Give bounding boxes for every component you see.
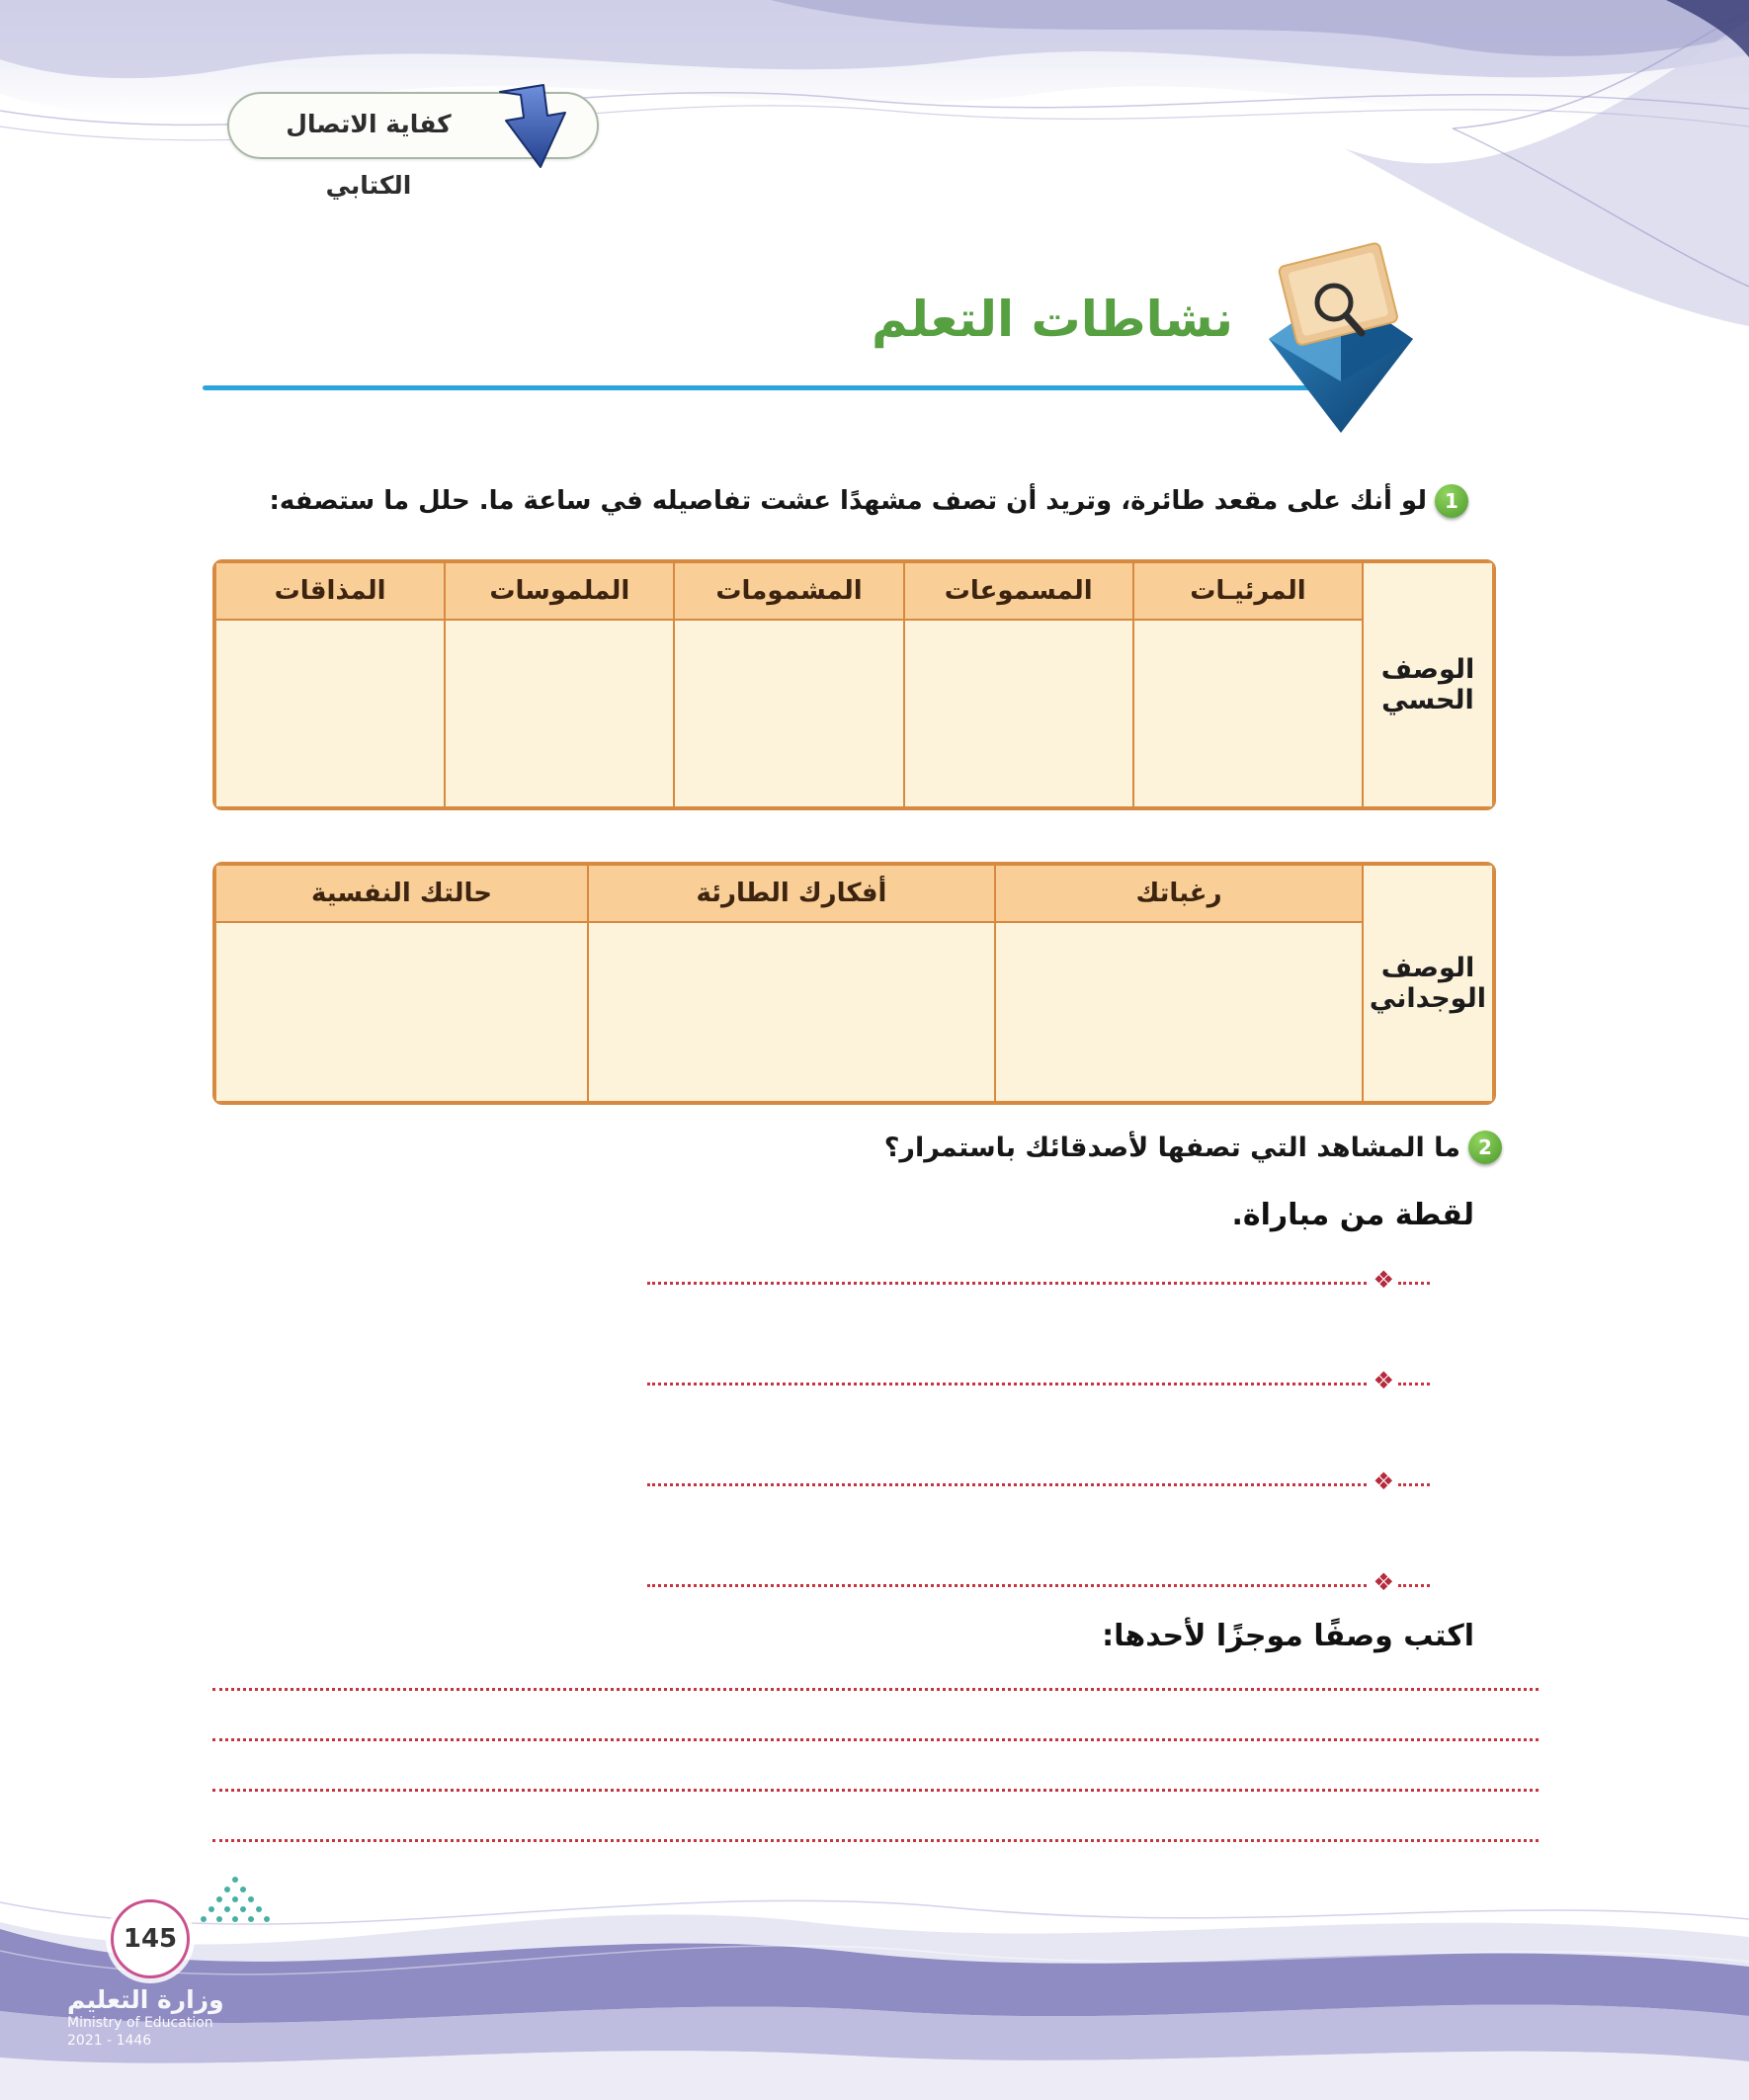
down-arrow-icon	[494, 80, 577, 175]
column-header-smells: المشمومات	[674, 562, 903, 620]
competency-badge	[227, 92, 599, 200]
sensory-row-label: الوصف الحسي	[1363, 562, 1493, 807]
table-empty-cell	[445, 620, 674, 807]
activity1-prompt: لو أنك على مقعد طائرة، وتريد أن تصف مشهدًا عشت تفاصيله في ساعة ما. حلل ما ستصفه:	[269, 486, 1427, 516]
column-header-thoughts: أفكارك الطارئة	[588, 865, 995, 922]
activity2-prompt: ما المشاهد التي تصفها لأصدقائك باستمرار؟	[883, 1133, 1460, 1163]
dotted-writing-line	[212, 1688, 1539, 1691]
column-header-tastes: المذاقات	[215, 562, 445, 620]
ministry-name-english: Ministry of Education	[67, 2015, 213, 2032]
ministry-name-arabic: وزارة التعليم	[67, 1985, 224, 2014]
dotted-answer-line	[647, 1368, 1430, 1395]
table-empty-cell	[215, 620, 445, 807]
table-empty-cell	[588, 922, 995, 1102]
table-empty-cell	[995, 922, 1363, 1102]
table-empty-cell	[674, 620, 903, 807]
sensory-description-table	[212, 559, 1496, 810]
diamond-bullet-icon: ❖	[1373, 1367, 1394, 1394]
emotional-row-label: الوصف الوجداني	[1363, 865, 1493, 1102]
write-description-heading: اكتب وصفًا موجزًا لأحدها:	[1102, 1619, 1474, 1653]
edition-year: 2021 - 1446	[67, 2032, 152, 2049]
learning-activities-icon	[1257, 235, 1425, 438]
moe-dots-logo-icon	[194, 1874, 278, 1943]
table-empty-cell	[1133, 620, 1363, 807]
dotted-writing-line	[212, 1789, 1539, 1792]
diamond-bullet-icon: ❖	[1373, 1468, 1394, 1495]
page-number-badge: 145	[111, 1899, 190, 1978]
dotted-answer-line	[647, 1267, 1430, 1295]
column-header-sounds: المسموعات	[904, 562, 1133, 620]
ministry-logo-text	[67, 1984, 224, 2050]
table-empty-cell	[904, 620, 1133, 807]
column-header-desires: رغباتك	[995, 865, 1363, 922]
column-header-touch: الملموسات	[445, 562, 674, 620]
title-underline	[203, 385, 1337, 390]
column-header-visuals: المرئيـات	[1133, 562, 1363, 620]
page-title: نشاطات التعلم	[871, 291, 1234, 348]
diamond-bullet-icon: ❖	[1373, 1266, 1394, 1294]
dotted-writing-line	[212, 1839, 1539, 1842]
column-header-state: حالتك النفسية	[215, 865, 588, 922]
dotted-writing-line	[212, 1738, 1539, 1741]
dotted-answer-line	[647, 1569, 1430, 1597]
emotional-description-table	[212, 862, 1496, 1105]
diamond-bullet-icon: ❖	[1373, 1568, 1394, 1596]
activity2-number-badge: 2	[1468, 1131, 1502, 1164]
dotted-answer-line	[647, 1469, 1430, 1496]
table-empty-cell	[215, 922, 588, 1102]
competency-badge-label: كفاية الاتصال الكتابي	[286, 110, 452, 200]
example-heading: لقطة من مباراة.	[1231, 1198, 1474, 1232]
activity1-number-badge: 1	[1435, 484, 1468, 518]
